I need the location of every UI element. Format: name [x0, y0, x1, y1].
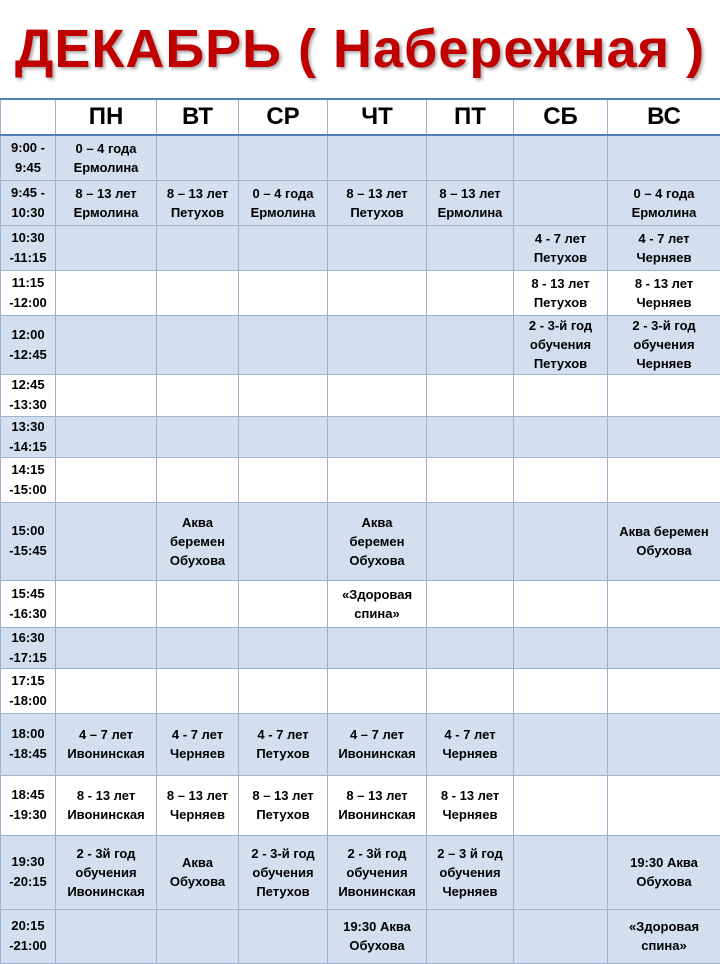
class-cell [514, 580, 608, 627]
class-cell [328, 225, 427, 270]
class-cell [157, 225, 239, 270]
class-cell [608, 580, 720, 627]
day-header: ВТ [157, 99, 239, 135]
class-cell: 8 – 13 лет Черняев [157, 775, 239, 835]
class-cell [56, 416, 157, 457]
schedule-row [1, 270, 720, 315]
class-cell: 8 – 13 лет Ермолина [427, 180, 514, 225]
class-cell [328, 135, 427, 180]
class-cell [56, 374, 157, 416]
class-cell: 2 – 3 й год обучения Черняев [427, 835, 514, 909]
class-cell [427, 909, 514, 963]
class-cell: 4 – 7 лет Ивонинская [56, 713, 157, 775]
class-cell [157, 909, 239, 963]
class-cell: 4 - 7 лет Черняев [427, 713, 514, 775]
day-header: ВС [608, 99, 720, 135]
class-cell: 2 - 3-й год обучения Петухов [239, 835, 328, 909]
class-cell [56, 457, 157, 502]
time-slot: 20:15 -21:00 [1, 909, 56, 963]
time-slot: 15:00 -15:45 [1, 502, 56, 580]
time-slot: 17:15 -18:00 [1, 668, 56, 713]
schedule-row [1, 627, 720, 668]
class-cell [514, 502, 608, 580]
class-cell: 4 - 7 лет Петухов [514, 225, 608, 270]
schedule-row [1, 457, 720, 502]
class-cell: 2 - 3й год обучения Ивонинская [328, 835, 427, 909]
class-cell [239, 668, 328, 713]
class-cell: Аква беремен Обухова [157, 502, 239, 580]
class-cell [239, 909, 328, 963]
class-cell: 8 – 13 лет Петухов [239, 775, 328, 835]
class-cell [328, 457, 427, 502]
class-cell: 8 - 13 лет Черняев [427, 775, 514, 835]
class-cell [239, 270, 328, 315]
time-slot: 11:15 -12:00 [1, 270, 56, 315]
class-cell [608, 713, 720, 775]
class-cell [56, 270, 157, 315]
class-cell [157, 457, 239, 502]
page-title: ДЕКАБРЬ ( Набережная ) [0, 0, 720, 98]
corner-cell [1, 99, 56, 135]
class-cell [427, 457, 514, 502]
class-cell: 8 - 13 лет Ивонинская [56, 775, 157, 835]
class-cell: Аква беремен Обухова [608, 502, 720, 580]
class-cell: 8 – 13 лет Ермолина [56, 180, 157, 225]
time-slot: 12:00 -12:45 [1, 315, 56, 374]
class-cell [514, 835, 608, 909]
class-cell: 19:30 Аква Обухова [608, 835, 720, 909]
time-slot: 12:45 -13:30 [1, 374, 56, 416]
class-cell [427, 627, 514, 668]
class-cell [157, 668, 239, 713]
class-cell [328, 668, 427, 713]
class-cell [157, 374, 239, 416]
class-cell [427, 315, 514, 374]
schedule-table [0, 98, 720, 964]
schedule-row [1, 835, 720, 909]
class-cell: «Здоровая спина» [328, 580, 427, 627]
class-cell [608, 668, 720, 713]
class-cell [514, 180, 608, 225]
class-cell [514, 457, 608, 502]
class-cell [157, 315, 239, 374]
class-cell [239, 225, 328, 270]
class-cell [427, 135, 514, 180]
class-cell: 8 – 13 лет Ивонинская [328, 775, 427, 835]
class-cell [157, 270, 239, 315]
class-cell [157, 627, 239, 668]
class-cell [608, 457, 720, 502]
class-cell: Аква беремен Обухова [328, 502, 427, 580]
class-cell [157, 580, 239, 627]
schedule-body [1, 135, 720, 963]
time-slot: 16:30 -17:15 [1, 627, 56, 668]
class-cell: 8 - 13 лет Петухов [514, 270, 608, 315]
class-cell: 19:30 Аква Обухова [328, 909, 427, 963]
class-cell [56, 627, 157, 668]
class-cell [427, 668, 514, 713]
time-slot: 10:30 -11:15 [1, 225, 56, 270]
class-cell [427, 580, 514, 627]
time-slot: 13:30 -14:15 [1, 416, 56, 457]
class-cell [514, 135, 608, 180]
class-cell [427, 502, 514, 580]
class-cell [328, 270, 427, 315]
class-cell: 4 - 7 лет Черняев [157, 713, 239, 775]
class-cell [427, 416, 514, 457]
header-row [1, 99, 720, 135]
class-cell: 4 - 7 лет Черняев [608, 225, 720, 270]
class-cell [514, 909, 608, 963]
class-cell [514, 713, 608, 775]
schedule-row [1, 713, 720, 775]
class-cell [56, 668, 157, 713]
time-slot: 9:45 - 10:30 [1, 180, 56, 225]
class-cell: 4 – 7 лет Ивонинская [328, 713, 427, 775]
day-header: ПН [56, 99, 157, 135]
class-cell [56, 909, 157, 963]
schedule-row [1, 580, 720, 627]
day-header: ЧТ [328, 99, 427, 135]
day-header: СБ [514, 99, 608, 135]
class-cell [514, 627, 608, 668]
class-cell [514, 416, 608, 457]
class-cell [427, 270, 514, 315]
class-cell [157, 416, 239, 457]
schedule-row [1, 135, 720, 180]
class-cell [608, 135, 720, 180]
class-cell: 0 – 4 года Ермолина [56, 135, 157, 180]
schedule-row [1, 416, 720, 457]
class-cell [239, 502, 328, 580]
class-cell: «Здоровая спина» [608, 909, 720, 963]
class-cell [328, 374, 427, 416]
schedule-row [1, 909, 720, 963]
class-cell [56, 502, 157, 580]
class-cell: 4 - 7 лет Петухов [239, 713, 328, 775]
class-cell [608, 627, 720, 668]
class-cell [328, 627, 427, 668]
class-cell: 2 - 3й год обучения Ивонинская [56, 835, 157, 909]
class-cell: 2 - 3-й год обучения Петухов [514, 315, 608, 374]
class-cell [514, 775, 608, 835]
class-cell [608, 416, 720, 457]
class-cell: Аква Обухова [157, 835, 239, 909]
class-cell [514, 374, 608, 416]
class-cell [56, 225, 157, 270]
schedule-row [1, 180, 720, 225]
day-header: СР [239, 99, 328, 135]
class-cell [328, 315, 427, 374]
schedule-row [1, 315, 720, 374]
class-cell [427, 374, 514, 416]
time-slot: 14:15 -15:00 [1, 457, 56, 502]
schedule-row [1, 374, 720, 416]
class-cell [239, 580, 328, 627]
time-slot: 19:30 -20:15 [1, 835, 56, 909]
class-cell [157, 135, 239, 180]
class-cell [239, 374, 328, 416]
class-cell [608, 374, 720, 416]
class-cell: 0 – 4 года Ермолина [608, 180, 720, 225]
class-cell: 2 - 3-й год обучения Черняев [608, 315, 720, 374]
class-cell [56, 315, 157, 374]
schedule-row [1, 775, 720, 835]
class-cell [239, 457, 328, 502]
class-cell [239, 627, 328, 668]
time-slot: 18:45 -19:30 [1, 775, 56, 835]
schedule-row [1, 502, 720, 580]
class-cell [608, 775, 720, 835]
class-cell [514, 668, 608, 713]
schedule-row [1, 668, 720, 713]
day-header: ПТ [427, 99, 514, 135]
class-cell [56, 580, 157, 627]
class-cell: 8 - 13 лет Черняев [608, 270, 720, 315]
time-slot: 9:00 - 9:45 [1, 135, 56, 180]
class-cell: 8 – 13 лет Петухов [328, 180, 427, 225]
class-cell [239, 315, 328, 374]
class-cell [328, 416, 427, 457]
class-cell: 8 – 13 лет Петухов [157, 180, 239, 225]
schedule-row [1, 225, 720, 270]
class-cell: 0 – 4 года Ермолина [239, 180, 328, 225]
class-cell [239, 135, 328, 180]
class-cell [239, 416, 328, 457]
time-slot: 15:45 -16:30 [1, 580, 56, 627]
time-slot: 18:00 -18:45 [1, 713, 56, 775]
class-cell [427, 225, 514, 270]
